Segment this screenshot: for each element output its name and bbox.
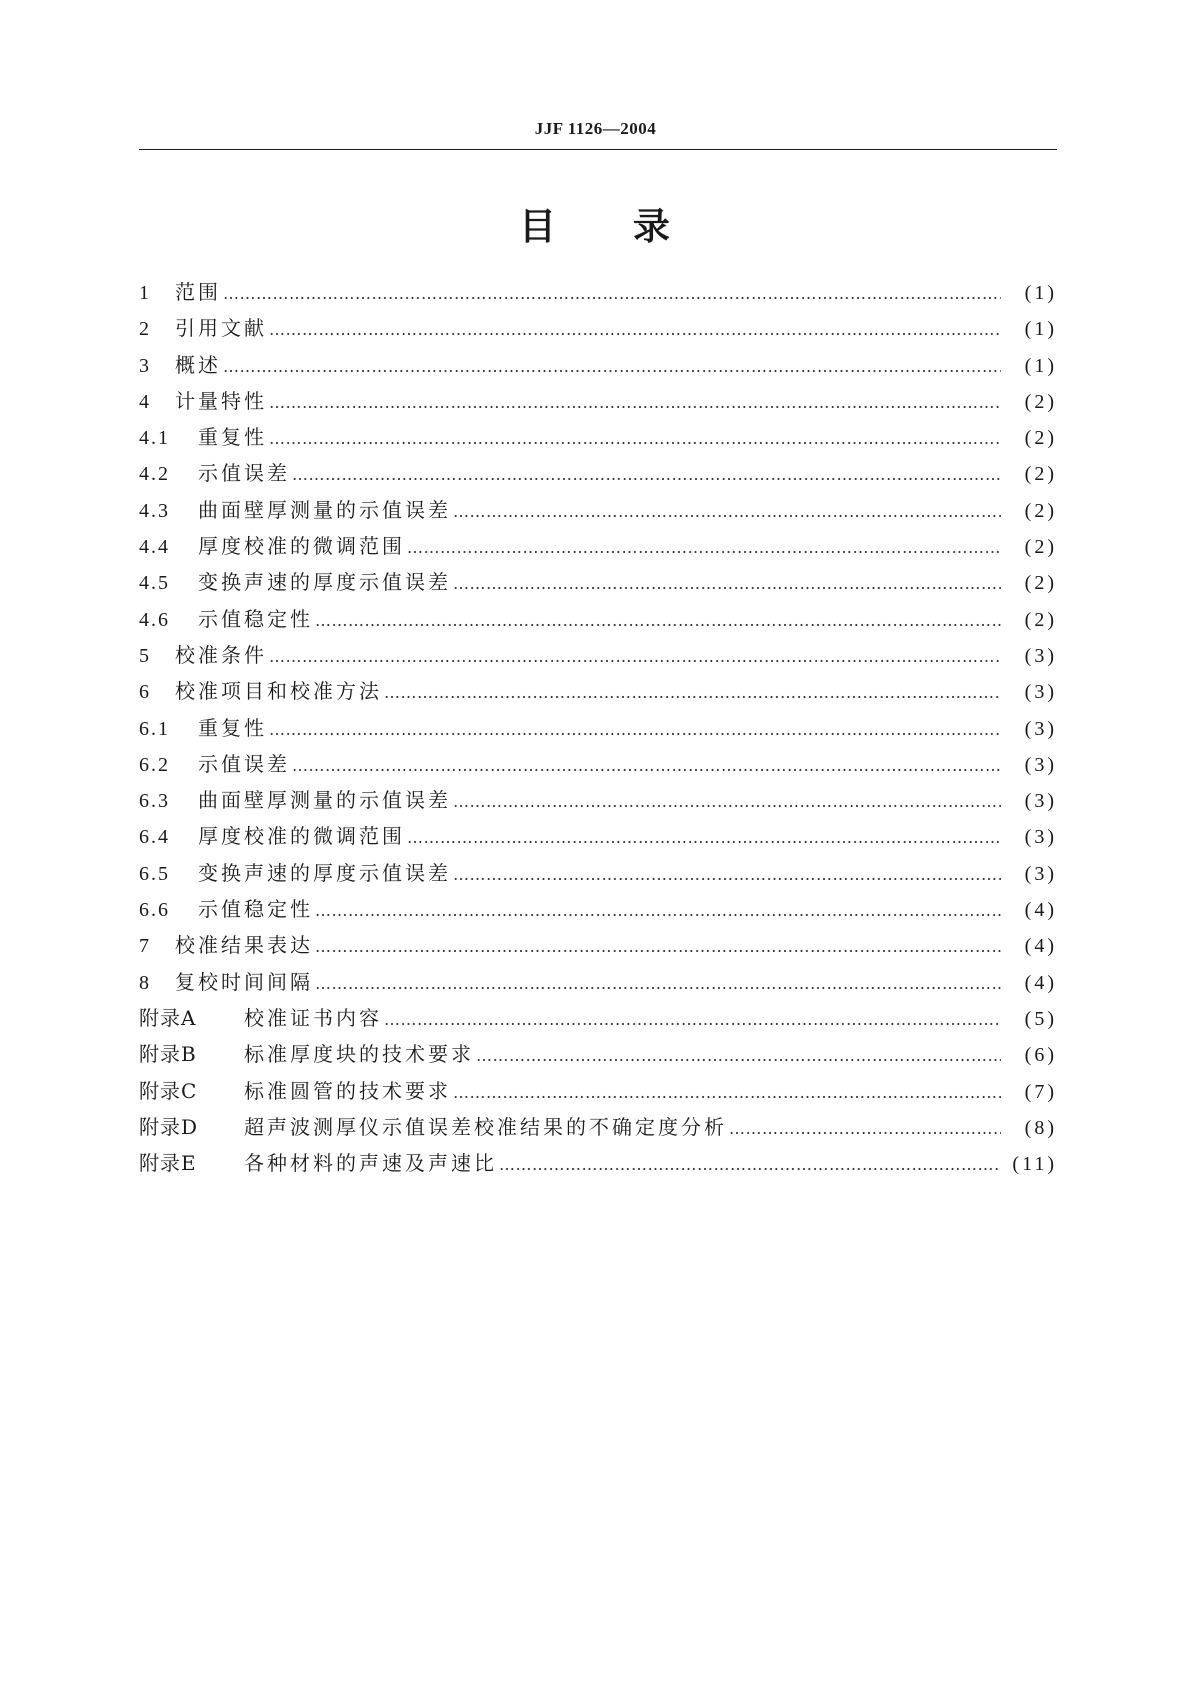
- toc-entry-page: (1): [1024, 354, 1057, 377]
- toc-entry-title: 校准项目和校准方法: [175, 679, 382, 704]
- toc-entry[interactable]: [139, 712, 1057, 748]
- toc-entry-number: 6.5: [139, 862, 170, 885]
- toc-entry-title: 标准厚度块的技术要求: [244, 1042, 474, 1067]
- toc-entry-title: 厚度校准的微调范围: [198, 534, 405, 559]
- toc-entry-number: 4.4: [139, 536, 170, 559]
- toc-entry-title: 厚度校准的微调范围: [198, 824, 405, 849]
- toc-entry-page: (1): [1024, 318, 1057, 341]
- toc-entry-number: 6: [139, 681, 151, 704]
- toc-entry-page: (4): [1024, 971, 1057, 994]
- toc-leader-dots: [269, 320, 1001, 339]
- toc-entry-page: (6): [1024, 1044, 1057, 1067]
- toc-entry-number: 5: [139, 644, 151, 667]
- toc-leader-dots: [269, 429, 1001, 448]
- toc-leader-dots: [453, 865, 1001, 884]
- toc-leader-dots: [729, 1119, 1001, 1138]
- toc-entry[interactable]: [139, 312, 1057, 348]
- toc-leader-dots: [315, 901, 1001, 920]
- toc-entry-number: 附录C: [139, 1078, 198, 1103]
- toc-entry-page: (4): [1024, 935, 1057, 958]
- toc-entry-title: 示值稳定性: [198, 897, 313, 922]
- toc-entry-page: (2): [1024, 499, 1057, 522]
- toc-entry-number: 6.2: [139, 753, 170, 776]
- toc-leader-dots: [453, 502, 1001, 521]
- toc-leader-dots: [453, 792, 1001, 811]
- header-divider: [139, 149, 1057, 150]
- toc-entry-title: 校准条件: [175, 642, 267, 667]
- toc-entry-number: 4.2: [139, 463, 170, 486]
- page-title: 目 录: [519, 205, 672, 248]
- toc-entry-number: 4: [139, 390, 151, 413]
- toc-entry-page: (5): [1024, 1007, 1057, 1030]
- toc-leader-dots: [269, 720, 1001, 739]
- toc-entry-title: 校准证书内容: [244, 1005, 382, 1030]
- toc-entry-title: 复校时间间隔: [175, 969, 313, 994]
- toc-entry-title: 引用文献: [175, 316, 267, 341]
- toc-entry-page: (3): [1024, 681, 1057, 704]
- toc-leader-dots: [476, 1046, 1001, 1065]
- document-code: JJF 1126—2004: [534, 119, 657, 138]
- toc-leader-dots: [269, 393, 1001, 412]
- toc-entry[interactable]: [139, 893, 1057, 929]
- toc-entry-number: 6.4: [139, 826, 170, 849]
- toc-entry-number: 4.1: [139, 427, 170, 450]
- toc-entry[interactable]: [139, 566, 1057, 602]
- toc-leader-dots: [269, 647, 1001, 666]
- toc-entry[interactable]: [139, 457, 1057, 493]
- toc-entry-title: 校准结果表达: [175, 933, 313, 958]
- toc-entry-number: 4.5: [139, 572, 170, 595]
- toc-leader-dots: [453, 574, 1001, 593]
- toc-entry-page: (3): [1024, 826, 1057, 849]
- toc-entry[interactable]: [139, 675, 1057, 711]
- toc-entry[interactable]: [139, 530, 1057, 566]
- toc-entry-page: (8): [1024, 1116, 1057, 1139]
- toc-entry-number: 附录B: [139, 1042, 197, 1067]
- toc-entry-page: (3): [1024, 862, 1057, 885]
- toc-entry[interactable]: [139, 966, 1057, 1002]
- toc-entry-number: 7: [139, 935, 151, 958]
- toc-leader-dots: [292, 756, 1001, 775]
- toc-entry-number: 8: [139, 971, 151, 994]
- toc-entry[interactable]: [139, 784, 1057, 820]
- toc-entry-title: 超声波测厚仪示值误差校准结果的不确定度分析: [244, 1114, 727, 1139]
- toc-entry-title: 范围: [175, 280, 221, 304]
- toc-leader-dots: [223, 284, 1001, 303]
- toc-entry[interactable]: [139, 276, 1057, 312]
- toc-leader-dots: [315, 937, 1001, 956]
- toc-entry-title: 重复性: [198, 425, 267, 450]
- toc-entry-number: 6.3: [139, 790, 170, 813]
- toc-leader-dots: [315, 974, 1001, 993]
- toc-entry-page: (2): [1024, 572, 1057, 595]
- toc-leader-dots: [292, 465, 1001, 484]
- toc-leader-dots: [453, 1083, 1001, 1102]
- toc-leader-dots: [499, 1155, 1001, 1174]
- toc-entry-page: (3): [1024, 790, 1057, 813]
- toc-entry-number: 1: [139, 282, 151, 304]
- toc-entry-page: (2): [1024, 390, 1057, 413]
- toc-entry-title: 示值稳定性: [198, 606, 313, 631]
- toc-entry-page: (3): [1024, 717, 1057, 740]
- toc-entry-title: 变换声速的厚度示值误差: [198, 570, 451, 595]
- toc-entry-number: 附录E: [139, 1151, 197, 1176]
- toc-leader-dots: [223, 357, 1001, 376]
- toc-leader-dots: [407, 828, 1001, 847]
- toc-entry-page: (1): [1024, 282, 1057, 304]
- toc-entry-title: 变换声速的厚度示值误差: [198, 860, 451, 885]
- toc-entry[interactable]: [139, 1075, 1057, 1111]
- toc-entry-title: 曲面壁厚测量的示值误差: [198, 788, 451, 813]
- toc-entry-page: (2): [1024, 608, 1057, 631]
- toc-entry-page: (7): [1024, 1080, 1057, 1103]
- toc-entry[interactable]: [139, 748, 1057, 784]
- toc-entry-number: 附录A: [139, 1005, 197, 1030]
- toc-entry-page: (3): [1024, 753, 1057, 776]
- toc-entry[interactable]: [139, 1038, 1057, 1074]
- toc-entry-number: 3: [139, 354, 151, 377]
- toc-entry-title: 示值误差: [198, 751, 290, 776]
- toc-entry[interactable]: [139, 929, 1057, 965]
- toc-entry[interactable]: [139, 349, 1057, 385]
- toc-entry[interactable]: [139, 385, 1057, 421]
- toc-entry-number: 4.6: [139, 608, 170, 631]
- toc-entry-page: (4): [1024, 899, 1057, 922]
- toc-entry-page: (2): [1024, 463, 1057, 486]
- toc-entry-number: 附录D: [139, 1114, 199, 1139]
- toc-entry-page: (2): [1024, 536, 1057, 559]
- toc-entry[interactable]: [139, 857, 1057, 893]
- toc-entry-title: 概述: [175, 352, 221, 377]
- toc-entry[interactable]: [139, 603, 1057, 639]
- toc-entry[interactable]: [139, 1111, 1057, 1147]
- toc-entry-page: (11): [1012, 1153, 1057, 1176]
- toc-entry[interactable]: [139, 421, 1057, 457]
- toc-leader-dots: [384, 1010, 1001, 1029]
- toc-entry[interactable]: [139, 639, 1057, 675]
- toc-entry-number: 2: [139, 318, 151, 341]
- toc-entry-title: 重复性: [198, 715, 267, 740]
- toc-entry[interactable]: [139, 1147, 1057, 1183]
- toc-entry-page: (2): [1024, 427, 1057, 450]
- table-of-contents: [139, 276, 1057, 1183]
- toc-entry-page: (3): [1024, 644, 1057, 667]
- toc-entry[interactable]: [139, 1002, 1057, 1038]
- toc-leader-dots: [384, 683, 1001, 702]
- toc-entry-title: 曲面壁厚测量的示值误差: [198, 497, 451, 522]
- toc-entry-title: 标准圆管的技术要求: [244, 1078, 451, 1103]
- toc-entry-title: 计量特性: [175, 388, 267, 413]
- toc-entry-number: 6.6: [139, 899, 170, 922]
- toc-leader-dots: [315, 611, 1001, 630]
- toc-leader-dots: [407, 538, 1001, 557]
- toc-entry-number: 4.3: [139, 499, 170, 522]
- toc-entry-title: 各种材料的声速及声速比: [244, 1151, 497, 1176]
- toc-entry[interactable]: [139, 494, 1057, 530]
- toc-entry-title: 示值误差: [198, 461, 290, 486]
- toc-entry[interactable]: [139, 820, 1057, 856]
- toc-entry-number: 6.1: [139, 717, 170, 740]
